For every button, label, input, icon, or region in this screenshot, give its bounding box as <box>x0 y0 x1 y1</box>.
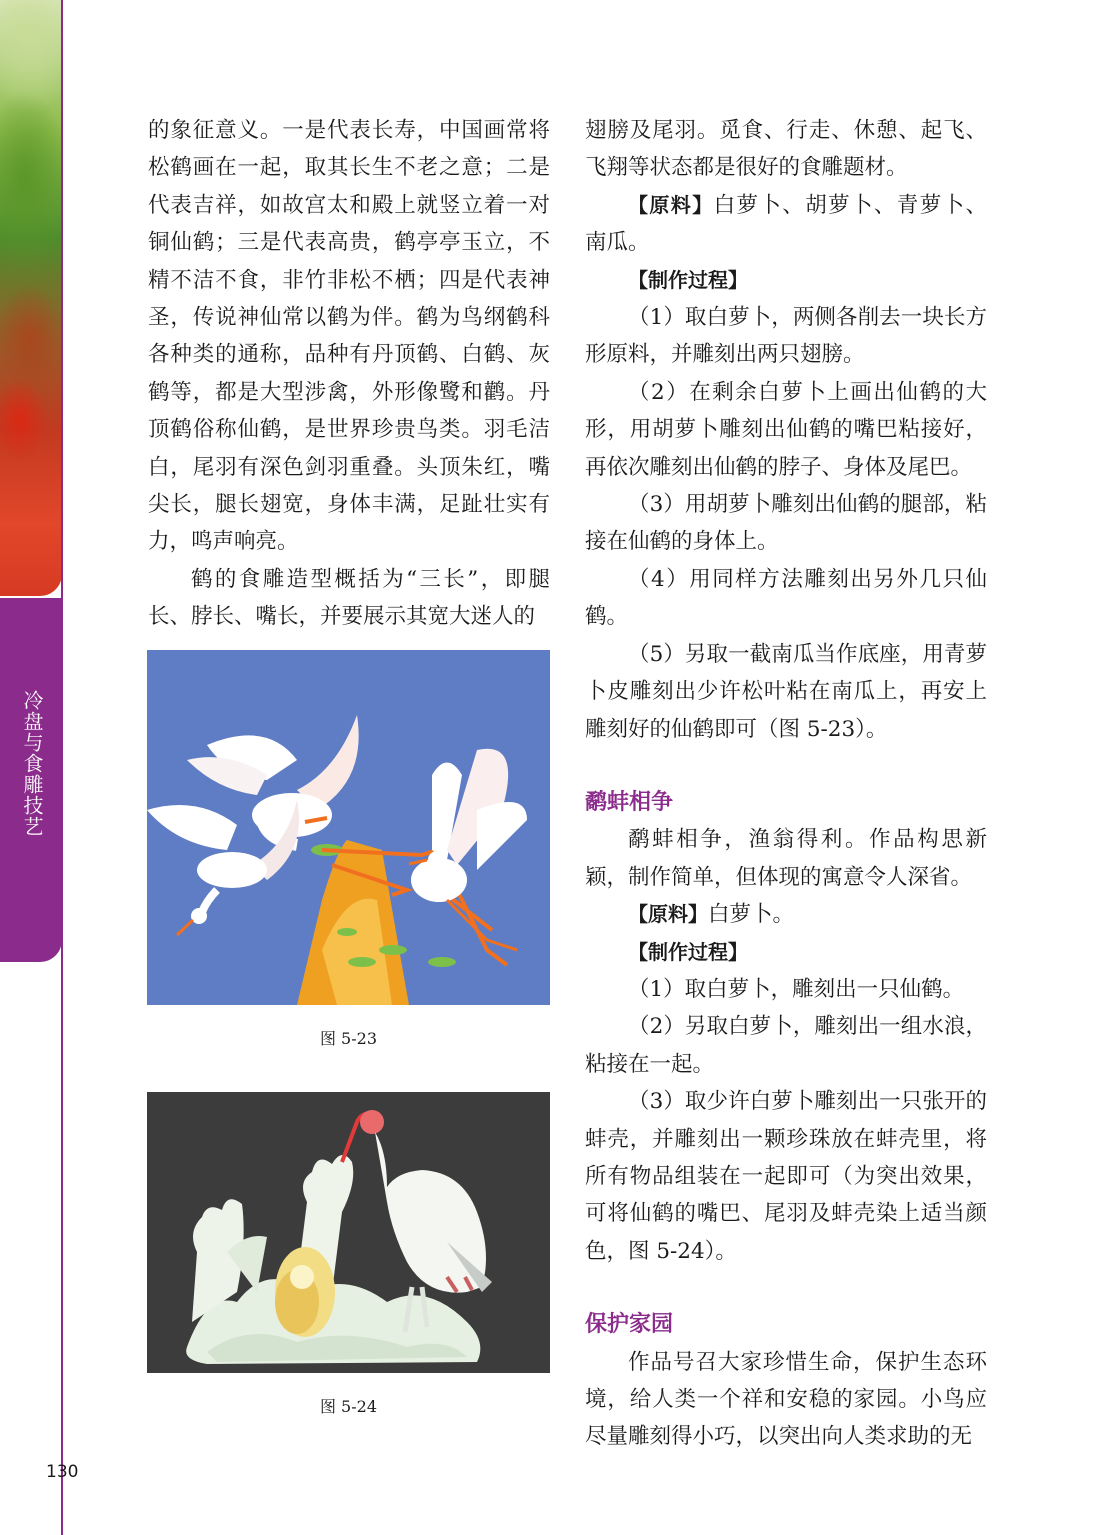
paragraph: 的象征意义。一是代表长寿，中国画常将松鹤画在一起，取其长生不老之意；二是代表吉祥，如故宫太和殿上就竖立着一对铜仙鹤；三是代表高贵，鹤亭亭玉立，不精不洁不食，非竹非松不栖；四是代表神圣，传说神仙常以鹤为伴。鹤为鸟纲鹤科各种类的通称，品种有丹顶鹤、白鹤、灰鹤等，都是大型涉禽，外形像鹭和鹳。丹顶鹤俗称仙鹤，是世界珍贵鸟类。羽毛洁白，尾羽有深色剑羽重叠。头顶朱红，嘴尖长，腿长翅宽，身体丰满，足趾壮实有力，鸣声响亮。 <box>148 118 550 555</box>
chapter-title: 冷盘与食雕技艺 <box>20 690 44 837</box>
figure-5-24-caption: 图 5-24 <box>319 1397 378 1416</box>
paragraph: 翅膀及尾羽。觅食、行走、休憩、起飞、飞翔等状态都是很好的食雕题材。 <box>585 118 987 181</box>
step-item: （2）另取白萝卜，雕刻出一组水浪，粘接在一起。 <box>585 1014 987 1077</box>
step-item: （2）在剩余白萝卜上画出仙鹤的大形，用胡萝卜雕刻出仙鹤的嘴巴粘接好，再依次雕刻出仙鹤的脖子、身体及尾巴。 <box>585 379 987 480</box>
sidebar-chapter-band-end <box>0 934 62 962</box>
step-item: （1）取白萝卜，雕刻出一只仙鹤。 <box>628 976 965 1002</box>
step-item: （3）取少许白萝卜雕刻出一只张开的蚌壳，并雕刻出一颗珍珠放在蚌壳里，将所有物品组装在一起即可（为突出效果，可将仙鹤的嘴巴、尾羽及蚌壳染上适当颜色，图 5-24）。 <box>585 1089 987 1264</box>
section-title-protect-home: 保护家园 <box>585 1312 674 1338</box>
step-item: （1）取白萝卜，两侧各削去一块长方形原料，并雕刻出两只翅膀。 <box>585 305 987 368</box>
section-title-snipe-clam: 鹬蚌相争 <box>585 789 674 815</box>
page-number: 130 <box>46 1462 79 1482</box>
process-heading <box>585 262 987 299</box>
materials-paragraph <box>585 187 987 262</box>
section-intro: 鹬蚌相争，渔翁得利。作品构思新颖，制作简单，但体现的寓意令人深省。 <box>585 827 987 890</box>
left-column <box>148 112 550 636</box>
process-label: 【制作过程】 <box>628 267 748 292</box>
step-item: （3）用胡萝卜雕刻出仙鹤的腿部，粘接在仙鹤的身体上。 <box>585 492 987 555</box>
materials-paragraph <box>585 896 987 933</box>
materials-text: 白萝卜。 <box>708 902 795 928</box>
section-intro: 作品号召大家珍惜生命，保护生态环境，给人类一个祥和安稳的家园。小鸟应尽量雕刻得小巧，以突出向人类求助的无 <box>585 1349 987 1450</box>
process-heading <box>585 934 987 971</box>
materials-label: 【原料】 <box>628 902 708 927</box>
figure-5-23-caption: 图 5-23 <box>319 1029 378 1048</box>
step-item: （5）另取一截南瓜当作底座，用青萝卜皮雕刻出少许松叶粘在南瓜上，再安上雕刻好的仙鹤即可（图 5-23）。 <box>585 641 987 742</box>
paragraph: 鹤的食雕造型概括为“三长”，即腿长、脖长、嘴长，并要展示其宽大迷人的 <box>148 566 550 630</box>
step-item: （4）用同样方法雕刻出另外几只仙鹤。 <box>585 566 987 630</box>
figure-5-23-crane-carving <box>147 650 550 1005</box>
materials-text: 白萝卜、胡萝卜、青萝卜、南瓜。 <box>585 192 987 256</box>
right-column <box>585 112 987 1456</box>
vegetable-photo-strip <box>0 0 62 596</box>
materials-label: 【原料】 <box>628 192 714 217</box>
process-label: 【制作过程】 <box>628 939 748 964</box>
figure-5-24-crane-and-clam-carving <box>147 1092 550 1373</box>
